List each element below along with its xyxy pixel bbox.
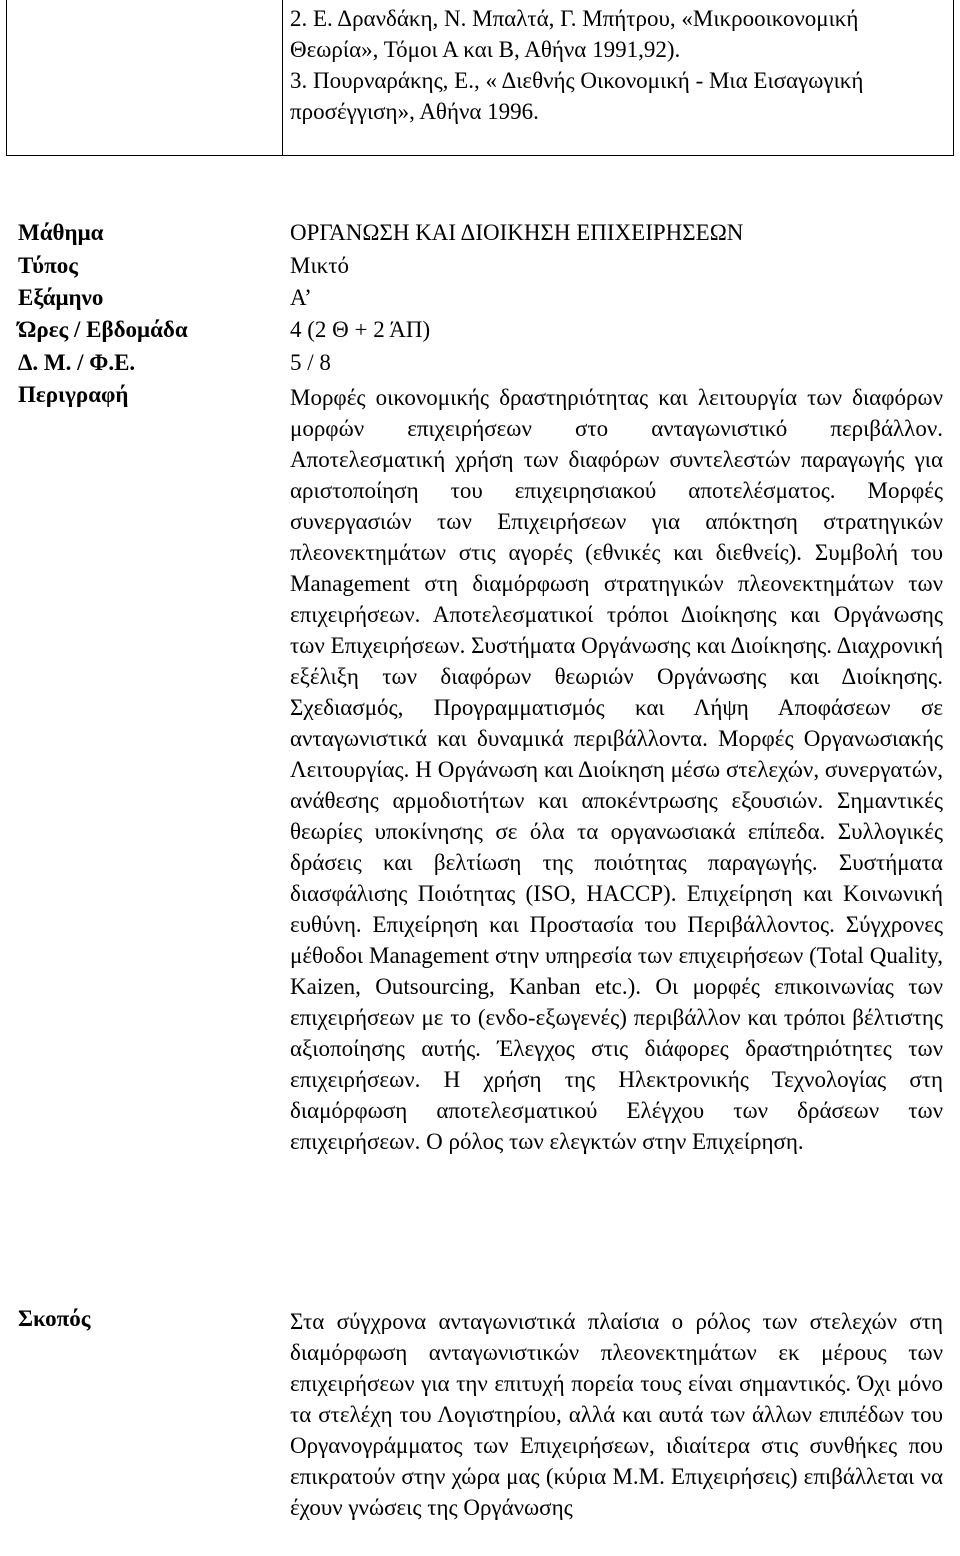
- type-value: Μικτό: [290, 253, 349, 278]
- credits-value: 5 / 8: [290, 350, 331, 375]
- description-text: Μορφές οικονομικής δραστηριότητας και λειτουργία των διαφόρων μορφών επιχειρήσεων στο ανταγωνιστικό περιβάλλον. Αποτελεσματική χρήση των διαφόρων συντελεστών παραγωγής για αριστοποίηση του επιχειρησιακού αποτελέσματος. Μορφές συνεργασιών των Επιχειρήσεων για απόκτηση στρατηγικών πλεονεκτημάτων στις αγορές (εθνικές και διεθνείς). Συμβολή του Management στη διαμόρφωση στρατηγικών πλεονεκτημάτων των επιχειρήσεων. Αποτελεσματικοί τρόποι Διοίκησης και Οργάνωσης των Επιχειρήσεων. Συστήματα Οργάνωσης και Διοίκησης. Διαχρονική εξέλιξη των διαφόρων θεωριών Οργάνωσης και Διοίκησης. Σχεδιασμός, Προγραμματισμός και Λήψη Αποφάσεων σε ανταγωνιστικά και δυναμικά περιβάλλοντα. Μορφές Οργανωσιακής Λειτουργίας. Η Οργάνωση και Διοίκηση μέσω στελεχών, συνεργατών, ανάθεσης αρμοδιοτήτων και αποκέντρωσης εξουσιών. Σημαντικές θεωρίες υποκίνησης σε όλα τα οργανωσιακά επίπεδα. Συλλογικές δράσεις και βελτίωση της ποιότητας παραγωγής. Συστήματα διασφάλισης Ποιότητας (ISO, HACCP). Επιχείρηση και Κοινωνική ευθύνη. Επιχείρηση και Προστασία του Περιβάλλοντος. Σύγχρονες μέθοδοι Management στην υπηρεσία των επιχειρήσεων (Total Quality, Kaizen, Outsourcing, Kanban etc.). Οι μορφές επικοινωνίας των επιχειρήσεων με το (ενδο-εξωγενές) περιβάλλον και τρόποι βέλτιστης αξιοποίησης αυτής. Έλεγχος στις διάφορες δραστηριότητες των επιχειρήσεων. Η χρήση της Ηλεκτρονικής Τεχνολογίας στη διαμόρφωση αποτελεσματικού Ελέγχου των δράσεων των επιχειρήσεων. Ο ρόλος των ελεγκτών στην Επιχείρηση.: [290, 385, 943, 1154]
- hours-label: Ώρες / Εβδομάδα: [18, 317, 188, 342]
- type-label: Τύπος: [18, 253, 78, 278]
- description-label: Περιγραφή: [18, 382, 129, 407]
- column-divider: [282, 0, 283, 155]
- hours-value: 4 (2 Θ + 2 ΆΠ): [290, 317, 431, 342]
- reference-item: 3. Πουρναράκης, Ε., « Διεθνής Οικονομική - Μια Εισαγωγική προσέγγιση», Αθήνα 1996.: [290, 68, 864, 124]
- subject-value: ΟΡΓΑΝΩΣΗ ΚΑΙ ΔΙΟΙΚΗΣΗ ΕΠΙΧΕΙΡΗΣΕΩΝ: [290, 220, 744, 245]
- reference-item: 2. Ε. Δρανδάκη, Ν. Μπαλτά, Γ. Μπήτρου, «Μικροοικονομική Θεωρία», Τόμοι Α και Β, Αθήνα 1991,92).: [290, 6, 859, 62]
- goal-label: Σκοπός: [18, 1306, 91, 1331]
- references-list: [290, 3, 940, 127]
- semester-value: Α’: [290, 285, 312, 310]
- credits-label: Δ. Μ. / Φ.Ε.: [18, 350, 136, 375]
- goal-text: Στα σύγχρονα ανταγωνιστικά πλαίσια ο ρόλος των στελεχών στη διαμόρφωση ανταγωνιστικών πλεονεκτημάτων εκ μέρους των επιχειρήσεων για την επιτυχή πορεία τους είναι σημαντικός. Όχι μόνο τα στελέχη του Λογιστηρίου, αλλά και αυτά των άλλων επιπέδων του Οργανογράμματος των Επιχειρήσεων, ιδιαίτερα στις συνθήκες που επικρατούν στην χώρα μας (κύρια Μ.Μ. Επιχειρήσεις) επιβάλλεται να έχουν γνώσεις της Οργάνωσης: [290, 1309, 943, 1520]
- semester-label: Εξάμηνο: [18, 285, 104, 310]
- subject-label: Μάθημα: [18, 220, 104, 245]
